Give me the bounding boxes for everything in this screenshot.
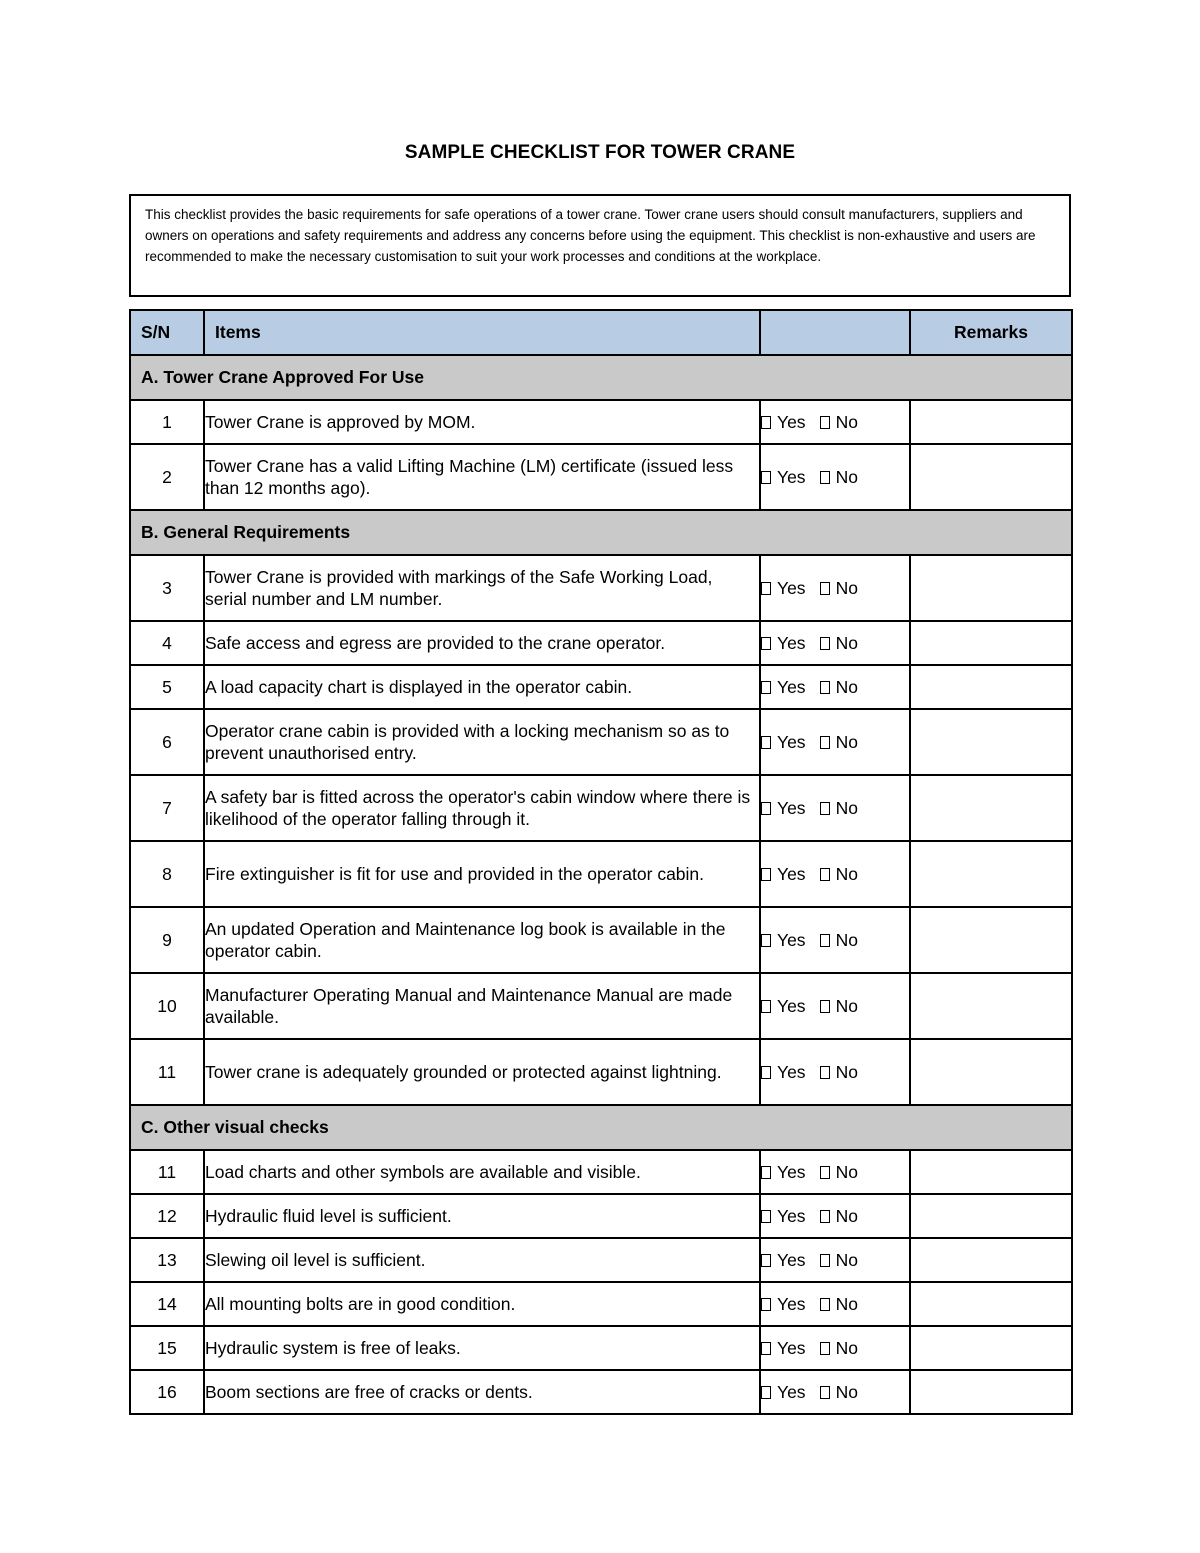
yes-label: Yes: [777, 1205, 806, 1226]
yes-option[interactable]: [761, 930, 806, 951]
table-row: [130, 775, 1072, 841]
remarks-cell[interactable]: [910, 555, 1072, 621]
yes-no-cell: [760, 1282, 910, 1326]
checkbox-icon[interactable]: [761, 1000, 771, 1013]
row-number: 14: [130, 1282, 204, 1326]
yes-option[interactable]: [761, 732, 806, 753]
yes-option[interactable]: [761, 798, 806, 819]
checkbox-icon[interactable]: [761, 1066, 771, 1079]
checkbox-icon[interactable]: [820, 1254, 830, 1267]
remarks-cell[interactable]: [910, 1238, 1072, 1282]
section-title: B. General Requirements: [130, 510, 1072, 555]
no-label: No: [835, 731, 858, 752]
table-header-row: [130, 310, 1072, 355]
no-option[interactable]: [820, 930, 858, 951]
no-option[interactable]: [820, 578, 858, 599]
yes-option[interactable]: [761, 1294, 806, 1315]
checkbox-icon[interactable]: [820, 1386, 830, 1399]
row-item-text: Operator crane cabin is provided with a locking mechanism so as to prevent unauthorised entry.: [204, 709, 760, 775]
remarks-cell[interactable]: [910, 841, 1072, 907]
yes-option[interactable]: [761, 412, 806, 433]
table-row: [130, 444, 1072, 510]
row-number: 8: [130, 841, 204, 907]
yes-option[interactable]: [761, 1062, 806, 1083]
table-row: [130, 1370, 1072, 1414]
table-row: [130, 555, 1072, 621]
remarks-cell[interactable]: [910, 1150, 1072, 1194]
no-label: No: [835, 995, 858, 1016]
no-option[interactable]: [820, 1338, 858, 1359]
no-label: No: [835, 1381, 858, 1402]
no-label: No: [835, 676, 858, 697]
checkbox-icon[interactable]: [820, 934, 830, 947]
header-items: Items: [204, 310, 760, 355]
yes-no-cell: [760, 444, 910, 510]
row-number: 6: [130, 709, 204, 775]
row-number: 2: [130, 444, 204, 510]
yes-label: Yes: [777, 676, 806, 697]
checkbox-icon[interactable]: [820, 1166, 830, 1179]
table-row: [130, 1194, 1072, 1238]
row-number: 1: [130, 400, 204, 444]
row-item-text: An updated Operation and Maintenance log book is available in the operator cabin.: [204, 907, 760, 973]
row-item-text: Hydraulic system is free of leaks.: [204, 1326, 760, 1370]
checkbox-icon[interactable]: [820, 637, 830, 650]
table-row: [130, 1326, 1072, 1370]
row-number: 4: [130, 621, 204, 665]
table-row: [130, 1282, 1072, 1326]
yes-label: Yes: [777, 995, 806, 1016]
yes-label: Yes: [777, 1061, 806, 1082]
table-row: [130, 1238, 1072, 1282]
row-number: 7: [130, 775, 204, 841]
row-item-text: Tower Crane is provided with markings of the Safe Working Load, serial number and LM number.: [204, 555, 760, 621]
checkbox-icon[interactable]: [820, 802, 830, 815]
yes-no-cell: [760, 621, 910, 665]
row-number: 11: [130, 1150, 204, 1194]
no-label: No: [835, 466, 858, 487]
no-option[interactable]: [820, 633, 858, 654]
checkbox-icon[interactable]: [820, 471, 830, 484]
section-title: C. Other visual checks: [130, 1105, 1072, 1150]
no-option[interactable]: [820, 1382, 858, 1403]
row-item-text: Tower crane is adequately grounded or protected against lightning.: [204, 1039, 760, 1105]
row-item-text: Tower Crane has a valid Lifting Machine (LM) certificate (issued less than 12 months ago).: [204, 444, 760, 510]
no-option[interactable]: [820, 864, 858, 885]
checkbox-icon[interactable]: [761, 416, 771, 429]
checkbox-icon[interactable]: [761, 934, 771, 947]
yes-label: Yes: [777, 411, 806, 432]
yes-label: Yes: [777, 929, 806, 950]
yes-no-cell: [760, 1039, 910, 1105]
yes-no-cell: [760, 1370, 910, 1414]
checkbox-icon[interactable]: [761, 1254, 771, 1267]
yes-option[interactable]: [761, 633, 806, 654]
no-label: No: [835, 1337, 858, 1358]
yes-no-cell: [760, 973, 910, 1039]
yes-option[interactable]: [761, 1206, 806, 1227]
no-label: No: [835, 797, 858, 818]
yes-label: Yes: [777, 466, 806, 487]
no-option[interactable]: [820, 1062, 858, 1083]
yes-option[interactable]: [761, 996, 806, 1017]
no-label: No: [835, 1249, 858, 1270]
yes-option[interactable]: [761, 677, 806, 698]
row-item-text: A load capacity chart is displayed in the operator cabin.: [204, 665, 760, 709]
yes-no-cell: [760, 665, 910, 709]
page-title: SAMPLE CHECKLIST FOR TOWER CRANE: [404, 142, 796, 163]
yes-label: Yes: [777, 1249, 806, 1270]
no-label: No: [835, 411, 858, 432]
yes-no-cell: [760, 841, 910, 907]
no-label: No: [835, 1293, 858, 1314]
yes-no-cell: [760, 1150, 910, 1194]
checkbox-icon[interactable]: [761, 681, 771, 694]
table-row: [130, 621, 1072, 665]
checkbox-icon[interactable]: [761, 736, 771, 749]
row-item-text: Slewing oil level is sufficient.: [204, 1238, 760, 1282]
no-option[interactable]: [820, 1162, 858, 1183]
row-number: 16: [130, 1370, 204, 1414]
remarks-cell[interactable]: [910, 709, 1072, 775]
remarks-cell[interactable]: [910, 1370, 1072, 1414]
row-item-text: Boom sections are free of cracks or dents.: [204, 1370, 760, 1414]
yes-label: Yes: [777, 1381, 806, 1402]
header-sn: S/N: [130, 310, 204, 355]
row-item-text: Fire extinguisher is fit for use and provided in the operator cabin.: [204, 841, 760, 907]
no-label: No: [835, 863, 858, 884]
yes-no-cell: [760, 555, 910, 621]
no-option[interactable]: [820, 1250, 858, 1271]
row-number: 5: [130, 665, 204, 709]
checkbox-icon[interactable]: [820, 1298, 830, 1311]
checkbox-icon[interactable]: [820, 1066, 830, 1079]
row-item-text: Tower Crane is approved by MOM.: [204, 400, 760, 444]
checkbox-icon[interactable]: [761, 471, 771, 484]
row-item-text: All mounting bolts are in good condition.: [204, 1282, 760, 1326]
checkbox-icon[interactable]: [761, 868, 771, 881]
yes-label: Yes: [777, 863, 806, 884]
remarks-cell[interactable]: [910, 400, 1072, 444]
table-row: [130, 1039, 1072, 1105]
checkbox-icon[interactable]: [761, 802, 771, 815]
remarks-cell[interactable]: [910, 1326, 1072, 1370]
yes-no-cell: [760, 709, 910, 775]
row-item-text: Manufacturer Operating Manual and Maintenance Manual are made available.: [204, 973, 760, 1039]
yes-option[interactable]: [761, 467, 806, 488]
remarks-cell[interactable]: [910, 621, 1072, 665]
table-row: [130, 709, 1072, 775]
section-header-row: [130, 510, 1072, 555]
row-number: 11: [130, 1039, 204, 1105]
no-label: No: [835, 1161, 858, 1182]
remarks-cell[interactable]: [910, 775, 1072, 841]
no-option[interactable]: [820, 1206, 858, 1227]
row-item-text: Load charts and other symbols are available and visible.: [204, 1150, 760, 1194]
yes-option[interactable]: [761, 1250, 806, 1271]
no-option[interactable]: [820, 732, 858, 753]
no-option[interactable]: [820, 677, 858, 698]
checkbox-icon[interactable]: [820, 582, 830, 595]
checkbox-icon[interactable]: [820, 1000, 830, 1013]
checkbox-icon[interactable]: [820, 681, 830, 694]
no-option[interactable]: [820, 467, 858, 488]
table-row: [130, 907, 1072, 973]
no-label: No: [835, 632, 858, 653]
yes-no-cell: [760, 400, 910, 444]
checkbox-icon[interactable]: [820, 868, 830, 881]
no-option[interactable]: [820, 1294, 858, 1315]
section-header-row: [130, 1105, 1072, 1150]
row-number: 15: [130, 1326, 204, 1370]
checklist-table: [129, 309, 1073, 1415]
row-item-text: A safety bar is fitted across the operator's cabin window where there is likelihood of the operator falling through it.: [204, 775, 760, 841]
checkbox-icon[interactable]: [820, 416, 830, 429]
remarks-cell[interactable]: [910, 665, 1072, 709]
section-title: A. Tower Crane Approved For Use: [130, 355, 1072, 400]
section-header-row: [130, 355, 1072, 400]
remarks-cell[interactable]: [910, 1039, 1072, 1105]
checkbox-icon[interactable]: [761, 637, 771, 650]
checkbox-icon[interactable]: [761, 1210, 771, 1223]
table-row: [130, 400, 1072, 444]
yes-no-cell: [760, 1194, 910, 1238]
intro-text-box: This checklist provides the basic requirements for safe operations of a tower crane. Tower crane users should consult manufacturers, suppliers and owners on operations and safety requirements and address any concerns before using the equipment. This checklist is non-exhaustive and users are recommended to make the necessary customisation to suit your work processes and conditions at the workplace.: [129, 194, 1071, 297]
yes-no-cell: [760, 775, 910, 841]
checkbox-icon[interactable]: [761, 1342, 771, 1355]
yes-label: Yes: [777, 797, 806, 818]
remarks-cell[interactable]: [910, 444, 1072, 510]
no-option[interactable]: [820, 412, 858, 433]
checkbox-icon[interactable]: [820, 1342, 830, 1355]
no-label: No: [835, 1061, 858, 1082]
no-label: No: [835, 929, 858, 950]
row-number: 10: [130, 973, 204, 1039]
row-number: 13: [130, 1238, 204, 1282]
yes-label: Yes: [777, 577, 806, 598]
yes-no-cell: [760, 1326, 910, 1370]
table-row: [130, 665, 1072, 709]
checkbox-icon[interactable]: [761, 582, 771, 595]
yes-option[interactable]: [761, 864, 806, 885]
no-label: No: [835, 1205, 858, 1226]
yes-label: Yes: [777, 731, 806, 752]
row-item-text: Hydraulic fluid level is sufficient.: [204, 1194, 760, 1238]
row-item-text: Safe access and egress are provided to the crane operator.: [204, 621, 760, 665]
yes-option[interactable]: [761, 578, 806, 599]
remarks-cell[interactable]: [910, 973, 1072, 1039]
yes-label: Yes: [777, 1337, 806, 1358]
remarks-cell[interactable]: [910, 907, 1072, 973]
yes-label: Yes: [777, 1293, 806, 1314]
yes-option[interactable]: [761, 1338, 806, 1359]
table-row: [130, 841, 1072, 907]
yes-option[interactable]: [761, 1162, 806, 1183]
checkbox-icon[interactable]: [820, 736, 830, 749]
checkbox-icon[interactable]: [761, 1298, 771, 1311]
remarks-cell[interactable]: [910, 1282, 1072, 1326]
row-number: 9: [130, 907, 204, 973]
remarks-cell[interactable]: [910, 1194, 1072, 1238]
yes-no-cell: [760, 907, 910, 973]
checkbox-icon[interactable]: [820, 1210, 830, 1223]
row-number: 12: [130, 1194, 204, 1238]
checkbox-icon[interactable]: [761, 1166, 771, 1179]
yes-label: Yes: [777, 632, 806, 653]
no-option[interactable]: [820, 996, 858, 1017]
header-check: [760, 310, 910, 355]
no-option[interactable]: [820, 798, 858, 819]
row-number: 3: [130, 555, 204, 621]
checkbox-icon[interactable]: [761, 1386, 771, 1399]
table-row: [130, 1150, 1072, 1194]
yes-no-cell: [760, 1238, 910, 1282]
no-label: No: [835, 577, 858, 598]
yes-label: Yes: [777, 1161, 806, 1182]
table-row: [130, 973, 1072, 1039]
header-remarks: Remarks: [910, 310, 1072, 355]
yes-option[interactable]: [761, 1382, 806, 1403]
